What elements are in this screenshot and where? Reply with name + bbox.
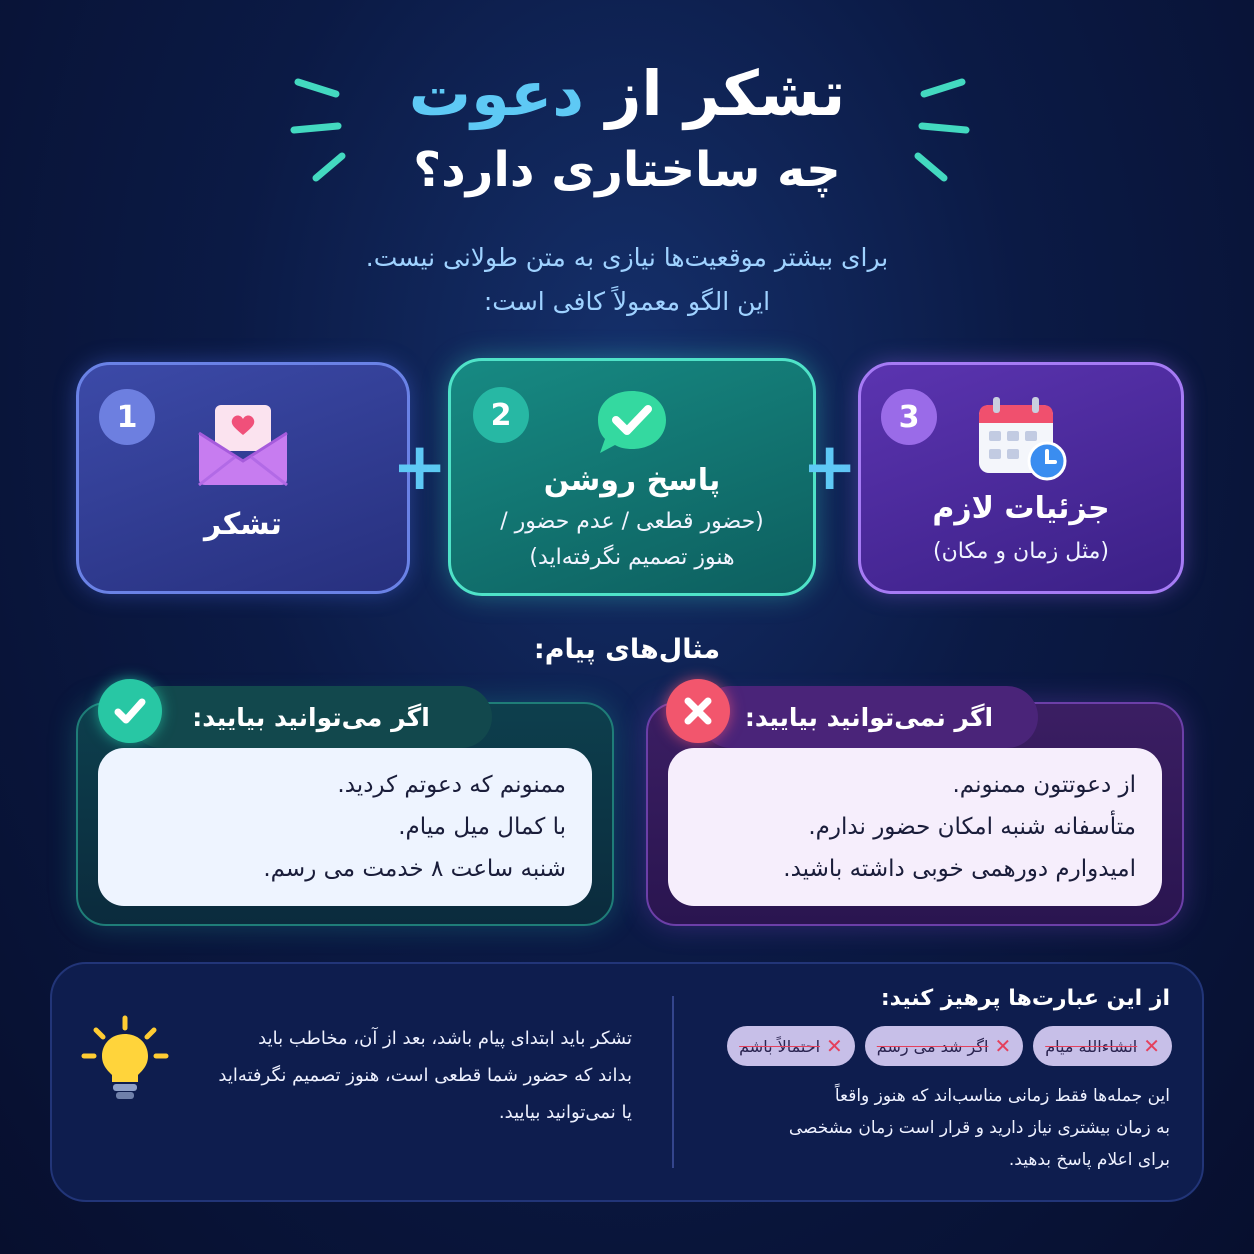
examples-heading: مثال‌های پیام: — [533, 634, 721, 665]
message-line: ممنونم که دعوتم کردید. — [337, 772, 566, 798]
message-line: شنبه ساعت ۸ خدمت می رسم. — [263, 856, 566, 882]
tip-line: بداند که حضور شما قطعی است، هنوز تصمیم نگرفته‌اید — [218, 1065, 632, 1086]
cross-icon: ✕ — [994, 1034, 1012, 1058]
step-card-thanks — [76, 362, 410, 594]
negative-example-label: اگر نمی‌توانید بیایید: — [700, 686, 1038, 748]
avoid-phrases-title: از این عبارت‌ها پرهیز کنید: — [880, 986, 1170, 1011]
step-title: جزئیات لازم — [932, 491, 1110, 526]
tips-divider — [672, 996, 674, 1168]
intro-text — [0, 236, 1254, 324]
plus-sign: + — [392, 428, 448, 505]
tip-text — [202, 1020, 632, 1131]
tip-line: تشکر باید ابتدای پیام باشد، بعد از آن، مخاطب باید — [258, 1028, 632, 1049]
cross-icon: ✕ — [1143, 1034, 1160, 1058]
step-subtitle: (حضور قطعی / عدم حضور / — [500, 509, 764, 534]
avoid-note — [750, 1080, 1170, 1176]
positive-example-message — [98, 748, 592, 906]
message-line: متأسفانه شنبه امکان حضور ندارم. — [808, 814, 1136, 840]
lightbulb-icon — [80, 1014, 170, 1104]
step-number: 2 — [473, 387, 529, 443]
step-subtitle: (مثل زمان و مکان) — [933, 539, 1109, 564]
message-line: از دعوتتون ممنونم. — [952, 772, 1136, 798]
avoid-phrases-list — [727, 1026, 1172, 1066]
calendar-clock-icon — [973, 395, 1069, 483]
step-number: 1 — [99, 389, 155, 445]
avoid-phrase-text: انشاءالله میام — [1045, 1036, 1138, 1056]
step-subtitle: هنوز تصمیم نگرفته‌اید) — [529, 545, 735, 570]
message-line: با کمال میل میام. — [398, 814, 566, 840]
intro-line: برای بیشتر موقعیت‌ها نیازی به متن طولانی نیست. — [365, 243, 889, 272]
step-card-clear-answer — [448, 358, 816, 596]
avoid-phrase-chip — [1033, 1026, 1172, 1066]
title-main: تشکر از — [605, 57, 846, 130]
step-card-details — [858, 362, 1184, 594]
note-line: برای اعلام پاسخ بدهید. — [1008, 1150, 1170, 1170]
check-bubble-icon — [594, 387, 670, 457]
page-subtitle: چه ساختاری دارد؟ — [413, 142, 841, 198]
plus-sign: + — [802, 428, 858, 505]
title-accent: دعوت — [408, 57, 585, 130]
avoid-phrase-chip — [865, 1026, 1023, 1066]
negative-example-message — [668, 748, 1162, 906]
intro-line: این الگو معمولاً کافی است: — [483, 287, 771, 316]
positive-example-label: اگر می‌توانید بیایید: — [130, 686, 492, 748]
note-line: به زمان بیشتری نیاز دارید و قرار است زمان مشخصی — [788, 1118, 1170, 1138]
avoid-phrase-text: احتمالاً باشم — [739, 1036, 821, 1056]
cross-icon — [666, 679, 730, 743]
cross-icon: ✕ — [826, 1034, 843, 1058]
message-line: امیدوارم دورهمی خوبی داشته باشید. — [783, 856, 1136, 882]
tip-line: یا نمی‌توانید بیایید. — [498, 1102, 632, 1123]
step-title: پاسخ روشن — [543, 463, 721, 498]
step-title: تشکر — [204, 507, 282, 542]
page-title — [0, 58, 1254, 130]
check-icon — [98, 679, 162, 743]
avoid-phrase-text: اگر شد می رسم — [876, 1036, 989, 1056]
heart-envelope-icon — [195, 401, 291, 487]
step-number: 3 — [881, 389, 937, 445]
note-line: این جمله‌ها فقط زمانی مناسب‌اند که هنوز واقعاً — [834, 1086, 1170, 1106]
avoid-phrase-chip — [727, 1026, 855, 1066]
